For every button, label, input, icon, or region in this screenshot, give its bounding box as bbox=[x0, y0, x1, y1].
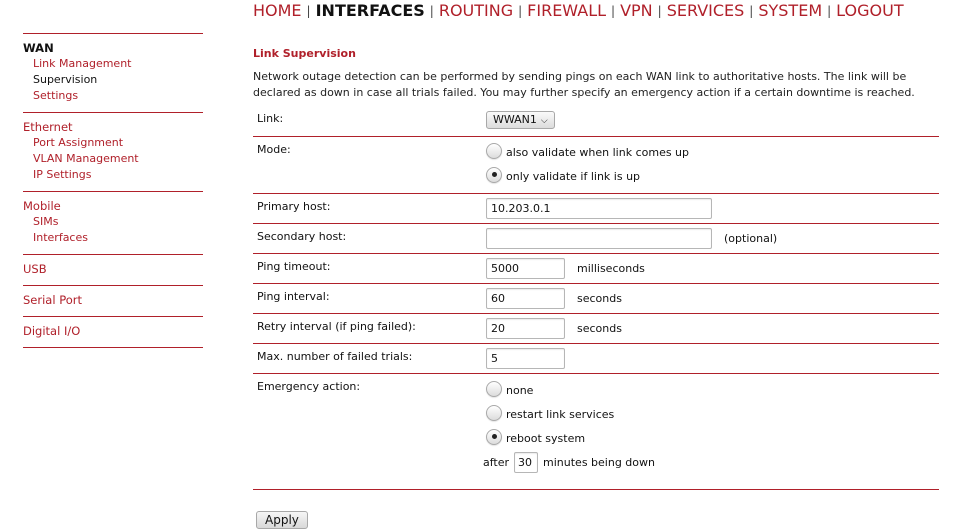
mode-option-label: also validate when link comes up bbox=[506, 146, 690, 159]
mode-option-label: only validate if link is up bbox=[506, 170, 641, 183]
nav-home[interactable]: HOME bbox=[253, 1, 302, 20]
nav-vpn[interactable]: VPN bbox=[620, 1, 653, 20]
retry-interval-unit: seconds bbox=[577, 321, 622, 335]
emergency-after-line bbox=[483, 449, 939, 477]
main-content bbox=[253, 40, 939, 490]
emergency-option-label: reboot system bbox=[506, 432, 586, 445]
ping-timeout-unit: milliseconds bbox=[577, 261, 645, 275]
page-title: Link Supervision bbox=[253, 47, 356, 60]
nav-separator: | bbox=[306, 4, 311, 18]
ping-interval-input[interactable]: 60 bbox=[486, 288, 565, 309]
radio-button[interactable] bbox=[486, 405, 502, 421]
link-label: Link: bbox=[257, 112, 284, 125]
nav-separator: | bbox=[749, 4, 754, 18]
row-secondary-host bbox=[253, 223, 939, 253]
supervision-form bbox=[253, 106, 939, 490]
nav-separator: | bbox=[518, 4, 523, 18]
radio-dot-icon bbox=[492, 172, 497, 177]
secondary-host-label: Secondary host: bbox=[257, 229, 347, 243]
sidebar-item-vlan-management[interactable]: VLAN Management bbox=[33, 152, 139, 165]
link-select[interactable] bbox=[486, 111, 555, 129]
nav-routing[interactable]: ROUTING bbox=[438, 1, 514, 20]
after-prefix: after bbox=[483, 456, 510, 469]
sidebar-group-usb bbox=[23, 254, 203, 285]
nav-interfaces[interactable]: INTERFACES bbox=[315, 1, 425, 20]
mode-option-also-validate[interactable] bbox=[486, 139, 939, 163]
emergency-option-label: restart link services bbox=[506, 408, 615, 421]
radio-dot-icon bbox=[492, 434, 497, 439]
secondary-host-hint: (optional) bbox=[724, 231, 778, 245]
ping-timeout-input[interactable]: 5000 bbox=[486, 258, 565, 279]
sidebar-heading-usb[interactable]: USB bbox=[23, 262, 47, 276]
row-retry-interval bbox=[253, 313, 939, 343]
sidebar-heading-digital-io[interactable]: Digital I/O bbox=[23, 324, 81, 338]
nav-separator: | bbox=[827, 4, 832, 18]
row-ping-interval bbox=[253, 283, 939, 313]
emergency-option-label: none bbox=[506, 384, 534, 397]
max-failed-input[interactable]: 5 bbox=[486, 348, 565, 369]
top-navigation bbox=[253, 1, 904, 20]
sidebar-group-serial-port bbox=[23, 285, 203, 316]
after-suffix: minutes being down bbox=[543, 456, 655, 469]
sidebar-item-interfaces[interactable]: Interfaces bbox=[33, 231, 88, 244]
primary-host-label: Primary host: bbox=[257, 199, 331, 213]
sidebar-group-digital-io bbox=[23, 316, 203, 348]
retry-interval-input[interactable]: 20 bbox=[486, 318, 565, 339]
row-ping-timeout bbox=[253, 253, 939, 283]
max-failed-label: Max. number of failed trials: bbox=[257, 349, 413, 363]
emergency-action-label: Emergency action: bbox=[257, 379, 361, 393]
nav-logout[interactable]: LOGOUT bbox=[836, 1, 904, 20]
radio-button[interactable] bbox=[486, 381, 502, 397]
downtime-minutes-input[interactable]: 30 bbox=[514, 452, 538, 473]
sidebar-group-mobile bbox=[23, 191, 203, 254]
radio-button-selected[interactable] bbox=[486, 167, 502, 183]
nav-firewall[interactable]: FIREWALL bbox=[527, 1, 607, 20]
sidebar-item-port-assignment[interactable]: Port Assignment bbox=[33, 136, 124, 149]
sidebar-item-settings[interactable]: Settings bbox=[33, 89, 79, 102]
nav-services[interactable]: SERVICES bbox=[666, 1, 745, 20]
row-max-failed bbox=[253, 343, 939, 373]
radio-button-selected[interactable] bbox=[486, 429, 502, 445]
primary-host-input[interactable]: 10.203.0.1 bbox=[486, 198, 712, 219]
emergency-option-restart[interactable] bbox=[486, 401, 939, 425]
emergency-option-none[interactable] bbox=[486, 377, 939, 401]
sidebar-item-supervision[interactable]: Supervision bbox=[33, 73, 98, 86]
apply-button[interactable]: Apply bbox=[256, 511, 308, 529]
sidebar-group-ethernet bbox=[23, 112, 203, 191]
link-select-value: WWAN1 bbox=[493, 113, 537, 126]
secondary-host-input[interactable] bbox=[486, 228, 712, 249]
row-mode bbox=[253, 136, 939, 193]
sidebar bbox=[23, 33, 203, 348]
chevron-down-icon: ⌵ bbox=[540, 116, 548, 126]
ping-interval-label: Ping interval: bbox=[257, 289, 330, 303]
sidebar-item-sims[interactable]: SIMs bbox=[33, 215, 59, 228]
sidebar-group-wan bbox=[23, 33, 203, 112]
page-description: Network outage detection can be performed by sending pings on each WAN link to authoritative hosts. The link will be declared as down in case all trials failed. You may further specify an emergency action if a certain downtime is reached. bbox=[253, 70, 915, 99]
sidebar-heading-wan[interactable]: WAN bbox=[23, 41, 54, 55]
radio-button[interactable] bbox=[486, 143, 502, 159]
sidebar-heading-serial-port[interactable]: Serial Port bbox=[23, 293, 82, 307]
emergency-option-reboot[interactable] bbox=[486, 425, 939, 449]
mode-option-only-validate[interactable] bbox=[486, 163, 939, 187]
row-primary-host bbox=[253, 193, 939, 223]
nav-separator: | bbox=[611, 4, 616, 18]
row-emergency-action bbox=[253, 373, 939, 489]
nav-separator: | bbox=[429, 4, 434, 18]
ping-interval-unit: seconds bbox=[577, 291, 622, 305]
nav-system[interactable]: SYSTEM bbox=[758, 1, 823, 20]
sidebar-heading-ethernet[interactable]: Ethernet bbox=[23, 120, 73, 134]
nav-separator: | bbox=[657, 4, 662, 18]
row-link bbox=[253, 106, 939, 136]
ping-timeout-label: Ping timeout: bbox=[257, 259, 331, 273]
retry-interval-label: Retry interval (if ping failed): bbox=[257, 319, 416, 333]
sidebar-heading-mobile[interactable]: Mobile bbox=[23, 199, 61, 213]
sidebar-item-ip-settings[interactable]: IP Settings bbox=[33, 168, 92, 181]
sidebar-item-link-management[interactable]: Link Management bbox=[33, 57, 132, 70]
mode-label: Mode: bbox=[257, 142, 291, 156]
